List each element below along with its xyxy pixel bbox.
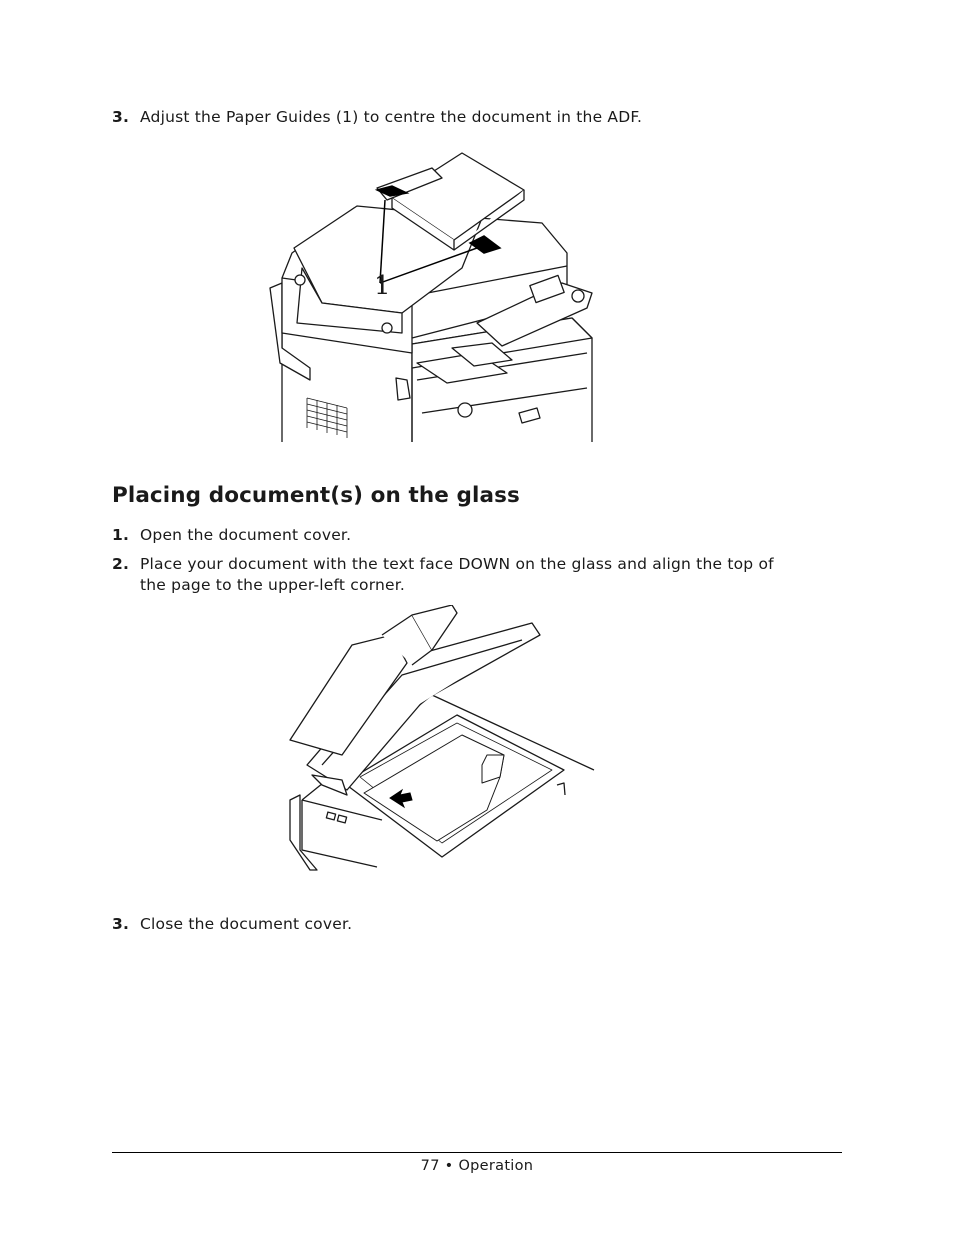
page-footer [0, 1158, 954, 1174]
adf-paper-guides-illustration [262, 148, 594, 442]
footer-rule [112, 1152, 842, 1153]
adf-step-3 [112, 107, 642, 128]
chapter-name: Operation [458, 1158, 534, 1174]
step-text-line-2: the page to the upper-left corner. [140, 576, 406, 594]
step-number: 3. [112, 108, 130, 126]
step-text-line-1: Place your document with the text face DOWN on the glass and align the top of [140, 555, 774, 573]
step-number: 3. [112, 915, 130, 933]
step-text: Adjust the Paper Guides (1) to centre the document in the ADF. [140, 108, 643, 126]
step-text [140, 554, 774, 596]
page-number: 77 [420, 1158, 440, 1174]
glass-step-1 [112, 525, 351, 546]
paper-guides-callout: 1 [374, 271, 391, 301]
step-number: 1. [112, 526, 130, 544]
footer-separator: • [444, 1158, 454, 1174]
step-text: Close the document cover. [140, 915, 353, 933]
section-heading: Placing document(s) on the glass [112, 483, 520, 508]
glass-step-2 [112, 554, 774, 596]
step-number: 2. [112, 555, 130, 573]
document-on-glass-illustration [282, 605, 602, 871]
step-text: Open the document cover. [140, 526, 352, 544]
glass-step-3 [112, 914, 352, 935]
